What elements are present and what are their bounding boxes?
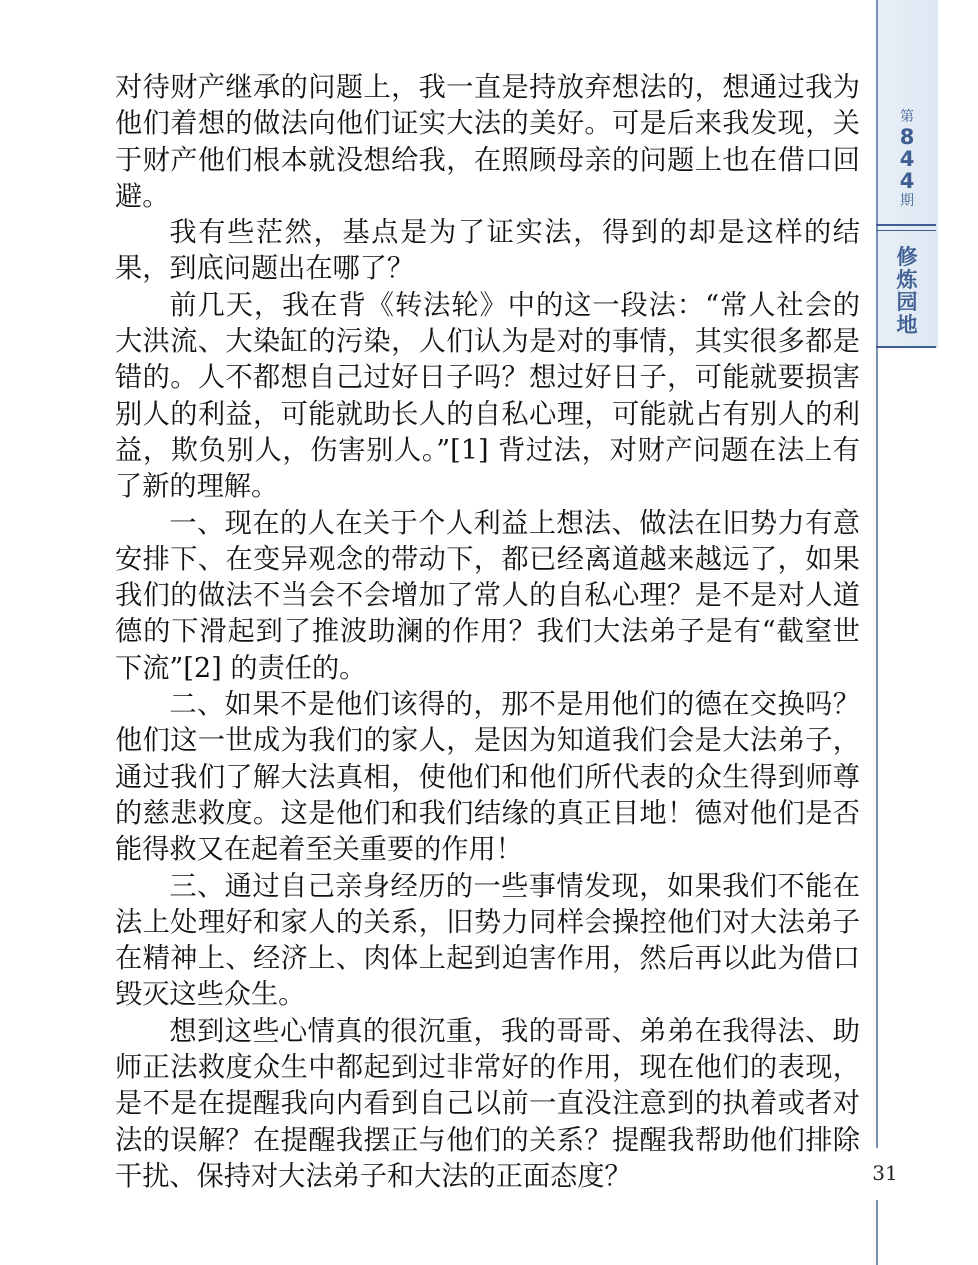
paragraph: 前几天，我在背《转法轮》中的这一段法：“常人社会的大洪流、大染缸的污染，人们认为是对的事情，其实很多都是错的。人不都想自己过好日子吗？想过好日子，可能就要损害别人的利益，可能就助长人的自私心理，可能就占有别人的利益，欺负别人，伤害别人。”[1] 背过法，对财产问题在法上有了新的理解。 <box>115 289 860 503</box>
sidebar-divider-thin <box>876 230 936 231</box>
section-title-char: 炼 <box>896 267 918 292</box>
paragraph: 对待财产继承的问题上，我一直是持放弃想法的，想通过我为他们着想的做法向他们证实大法的美好。可是后来我发现，关于财产他们根本就没想给我，在照顾母亲的问题上也在借口回避。 <box>115 72 860 212</box>
issue-label <box>878 108 936 210</box>
issue-digit: 8 <box>899 125 915 149</box>
sidebar-divider-top <box>876 224 936 226</box>
section-title-char: 园 <box>896 290 918 314</box>
issue-number <box>878 126 936 192</box>
article-body <box>115 70 860 1195</box>
section-title-char: 修 <box>896 245 918 269</box>
section-title-char: 地 <box>896 312 918 337</box>
section-title <box>878 246 936 336</box>
paragraph: 我有些茫然，基点是为了证实法，得到的却是这样的结果，到底问题出在哪了？ <box>115 217 860 285</box>
sidebar-rule-upper <box>876 348 878 1148</box>
sidebar-divider-bottom <box>876 346 936 348</box>
paragraph: 想到这些心情真的很沉重，我的哥哥、弟弟在我得法、助师正法救度众生中都起到过非常好的作用，现在他们的表现，是不是在提醒我向内看到自己以前一直没注意到的执着或者对法的误解？在提醒我摆正与他们的关系？提醒我帮助他们排除干扰、保持对大法弟子和大法的正面态度？ <box>115 1015 860 1192</box>
issue-digit: 4 <box>899 169 915 193</box>
page-number: 31 <box>872 1161 898 1185</box>
issue-prefix: 第 <box>900 109 914 125</box>
issue-suffix: 期 <box>900 193 914 209</box>
paragraph: 一、现在的人在关于个人利益上想法、做法在旧势力有意安排下、在变异观念的带动下，都已经离道越来越远了，如果我们的做法不当会不会增加了常人的自私心理？是不是对人道德的下滑起到了推波助澜的作用？我们大法弟子是有“截窒世下流”[2] 的责任的。 <box>115 507 860 684</box>
issue-digit: 4 <box>899 147 915 171</box>
sidebar-rule-lower <box>876 1200 878 1265</box>
paragraph: 三、通过自己亲身经历的一些事情发现，如果我们不能在法上处理好和家人的关系，旧势力同样会操控他们对大法弟子在精神上、经济上、肉体上起到迫害作用，然后再以此为借口毁灭这些众生。 <box>115 870 860 1011</box>
paragraph: 二、如果不是他们该得的，那不是用他们的德在交换吗？他们这一世成为我们的家人，是因为知道我们会是大法弟子，通过我们了解大法真相，使他们和他们所代表的众生得到师尊的慈悲救度。这是他们和我们结缘的真正目地！德对他们是否能得救又在起着至关重要的作用！ <box>115 689 860 866</box>
